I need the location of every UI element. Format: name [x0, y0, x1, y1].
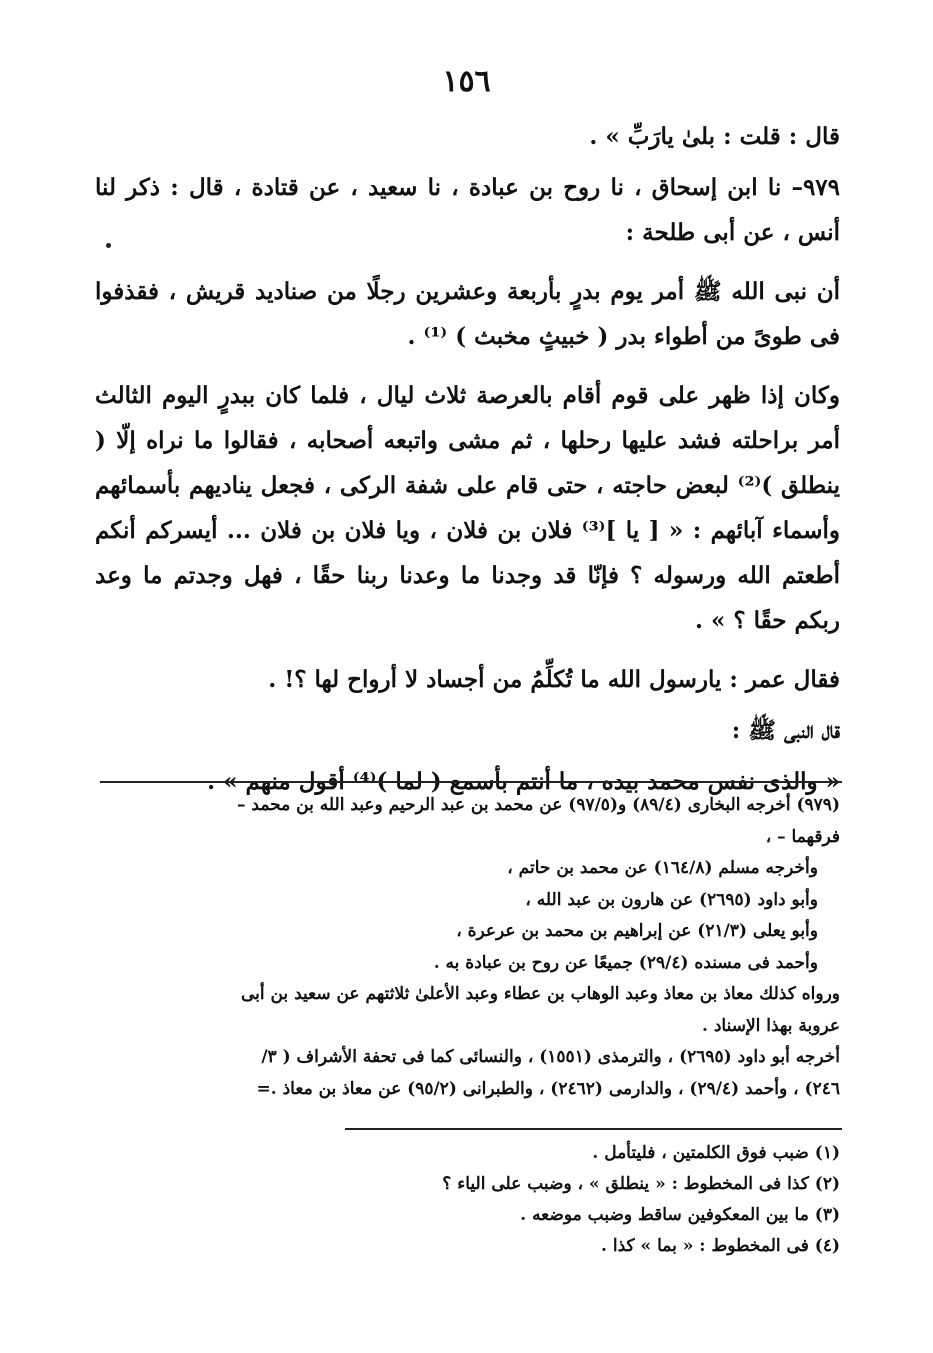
note-line: وأحمد فى مسنده (٢٩/٤) جميعًا عن روح بن عبادة به .	[433, 952, 818, 973]
footnote-2: (٢) كذا فى المخطوط : « ينطلق » ، وضبب على الياء ؟	[442, 1174, 840, 1194]
paragraph-5: فقال عمر : يارسول الله ما تُكلِّمُ من أجساد لا أرواح لها ؟! .	[268, 666, 840, 693]
takhrij-notes	[95, 790, 840, 1105]
notes-divider	[100, 781, 842, 783]
main-text	[95, 114, 840, 818]
paragraph-4: وكان إذا ظهر على قوم أقام بالعرصة ثلاث ليال ، فلما كان ببدرٍ اليوم الثالث أمر براحلته فشد عليها رحلها ، ثم مشى واتبعه أصحابه ، فقالوا ما نراه إلّا ( ينطلق )⁽²⁾ لبعض حاجته ، حتى قام على شفة الركى ، فجعل يناديهم بأسمائهم وأسماء آبائهم : « [ يا ]⁽³⁾ فلان بن فلان ، ويا فلان بن فلان ... أيسركم أنكم أطعتم الله ورسوله ؟ فإنّا قد وجدنا ما وعدنا ربنا حقًا ، فهل وجدتم ما وعد ربكم حقًا ؟ » .	[95, 382, 840, 634]
ink-dot	[106, 243, 111, 248]
note-line: وأبو داود (٢٦٩٥) عن هارون بن عبد الله ،	[525, 889, 818, 910]
footnotes	[95, 1138, 840, 1262]
hadith-number: ٩٧٩–	[791, 174, 840, 201]
paragraph-7: « والذى نفس محمد بيده ، ما أنتم بأسمع ( لما )⁽⁴⁾ أقول منهم » .	[207, 768, 840, 795]
note-line: وأخرجه مسلم (١٦٤/٨) عن محمد بن حاتم ،	[507, 858, 818, 878]
paragraph-3: أن نبى الله ﷺ أمر يوم بدرٍ بأربعة وعشرين رجلًا من صناديد قريش ، فقذفوا فى طوىً من أطواء بدر ( خبيثٍ مخبث ) ⁽¹⁾ .	[95, 278, 840, 350]
note-line: ورواه كذلك معاذ بن معاذ وعبد الوهاب بن عطاء وعبد الأعلىٰ ثلاثتهم عن سعيد بن أبى	[240, 984, 840, 1004]
note-line: وأبو يعلى (٢١/٣) عن إبراهيم بن محمد بن عرعرة ،	[456, 921, 818, 941]
page-number: ١٥٦	[442, 64, 491, 99]
note-line: أخرجه أبو داود (٢٦٩٥) ، والترمذى (١٥٥١) ، والنسائى كما فى تحفة الأشراف ( ٣/	[261, 1047, 840, 1067]
footnote-4: (٤) فى المخطوط : « بما » كذا .	[601, 1236, 840, 1256]
footnote-1: (١) ضبب فوق الكلمتين ، فليتأمل .	[592, 1143, 840, 1163]
paragraph-hadith-979	[95, 165, 840, 255]
isnad-text: نا ابن إسحاق ، نا روح بن عبادة ، نا سعيد ، عن قتادة ، قال : ذكر لنا أنس ، عن أبى طلحة :	[95, 174, 840, 246]
footnote-3: (٣) ما بين المعكوفين ساقط وضبب موضعه .	[520, 1205, 840, 1225]
note-line: فرقهما – ،	[765, 826, 840, 847]
paragraph-6: قال النبى ﷺ :	[731, 717, 840, 744]
note-line: عروبة بهذا الإسناد .	[701, 1015, 840, 1036]
paragraph-1: قال : قلت : بلىٰ يارَبِّ » .	[589, 123, 840, 150]
note-line: ٢٤٦) ، وأحمد (٢٩/٤) ، والدارمى (٢٤٦٢) ، والطبرانى (٩٥/٢) عن معاذ بن معاذ .=	[256, 1078, 840, 1099]
footnotes-divider	[345, 1128, 842, 1130]
note-line: (٩٧٩) أخرجه البخارى (٨٩/٤) و(٩٧/٥) عن محمد بن عبد الرحيم وعبد الله بن محمد –	[237, 795, 840, 815]
